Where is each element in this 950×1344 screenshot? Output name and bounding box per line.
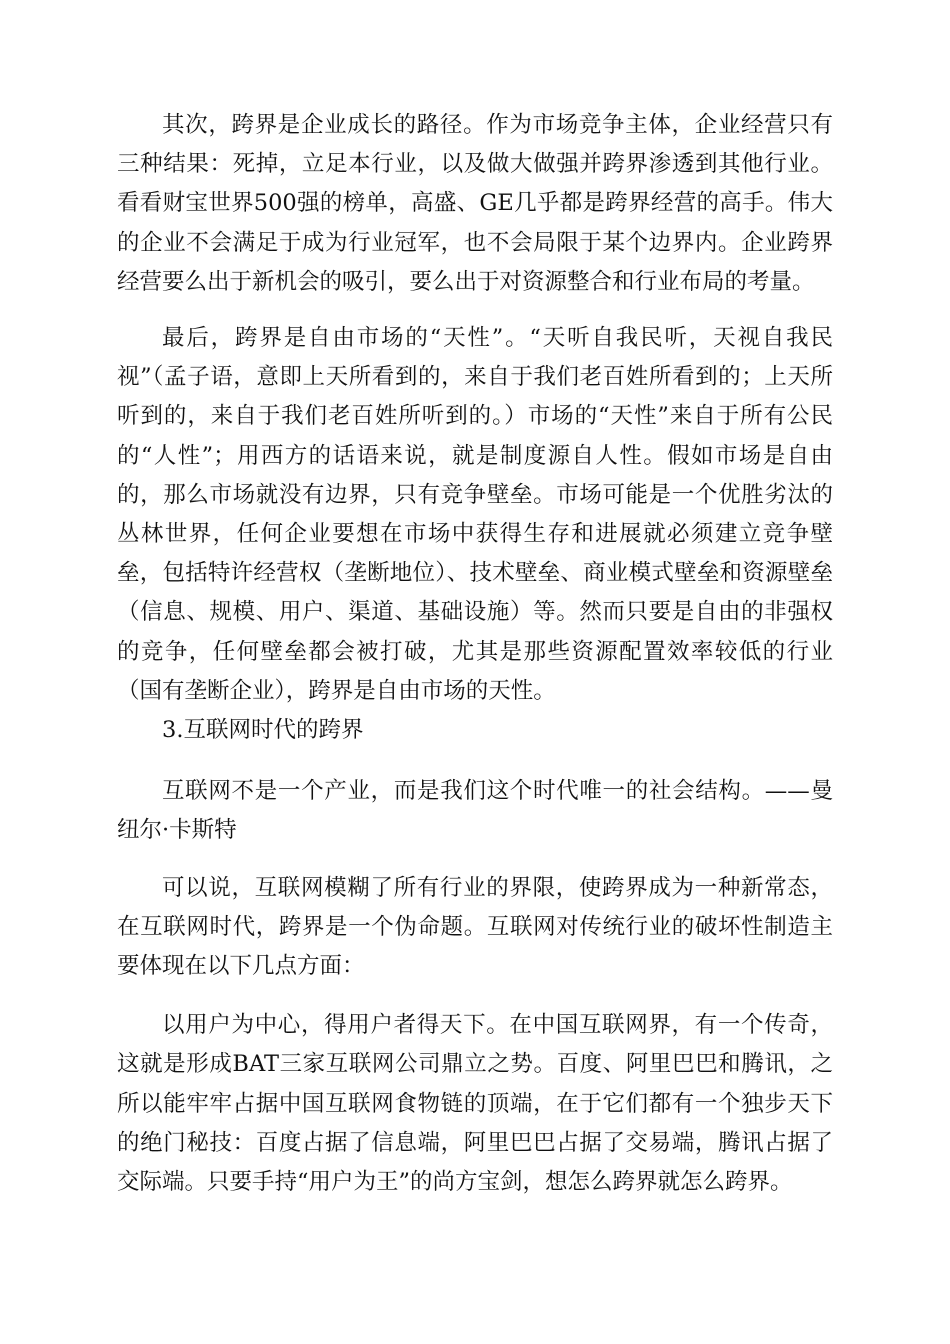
quote-paragraph: 互联网不是一个产业，而是我们这个时代唯一的社会结构。——曼纽尔·卡斯特	[117, 778, 833, 844]
section-heading: 3.互联网时代的跨界	[162, 717, 364, 744]
paragraph-internet-boundary: 可以说，互联网模糊了所有行业的界限，使跨界成为一种新常态，在互联网时代，跨界是一个伪命题。互联网对传统行业的破坏性制造主要体现在以下几点方面：	[117, 874, 833, 980]
paragraph-user-centric: 以用户为中心，得用户者得天下。在中国互联网界，有一个传奇，这就是形成BAT三家互联网公司鼎立之势。百度、阿里巴巴和腾讯，之所以能牢牢占据中国互联网食物链的顶端，在于它们都有一个独步天下的绝门秘技：百度占据了信息端，阿里巴巴占据了交易端，腾讯占据了交际端。只要手持“用户为王”的尚方宝剑，想怎么跨界就怎么跨界。	[117, 1012, 833, 1196]
paragraph-growth-path: 其次，跨界是企业成长的路径。作为市场竞争主体，企业经营只有三种结果：死掉，立足本行业，以及做大做强并跨界渗透到其他行业。看看财宝世界500强的榜单，高盛、GE几乎都是跨界经营的高手。伟大的企业不会满足于成为行业冠军，也不会局限于某个边界内。企业跨界经营要么出于新机会的吸引，要么出于对资源整合和行业布局的考量。	[117, 112, 833, 295]
paragraph-free-market: 最后，跨界是自由市场的“天性”。“天听自我民听，天视自我民视”（孟子语，意即上天所看到的，来自于我们老百姓所看到的；上天所听到的，来自于我们老百姓所听到的。）市场的“天性”来自于所有公民的“人性”；用西方的话语来说，就是制度源自人性。假如市场是自由的，那么市场就没有边界，只有竞争壁垒。市场可能是一个优胜劣汰的丛林世界，任何企业要想在市场中获得生存和进展就必须建立竞争壁垒，包括特许经营权（垄断地位）、技术壁垒、商业模式壁垒和资源壁垒（信息、规模、用户、渠道、基础设施）等。然而只要是自由的非强权的竞争，任何壁垒都会被打破，尤其是那些资源配置效率较低的行业（国有垄断企业），跨界是自由市场的天性。	[117, 325, 833, 704]
document-page	[117, 106, 833, 1202]
